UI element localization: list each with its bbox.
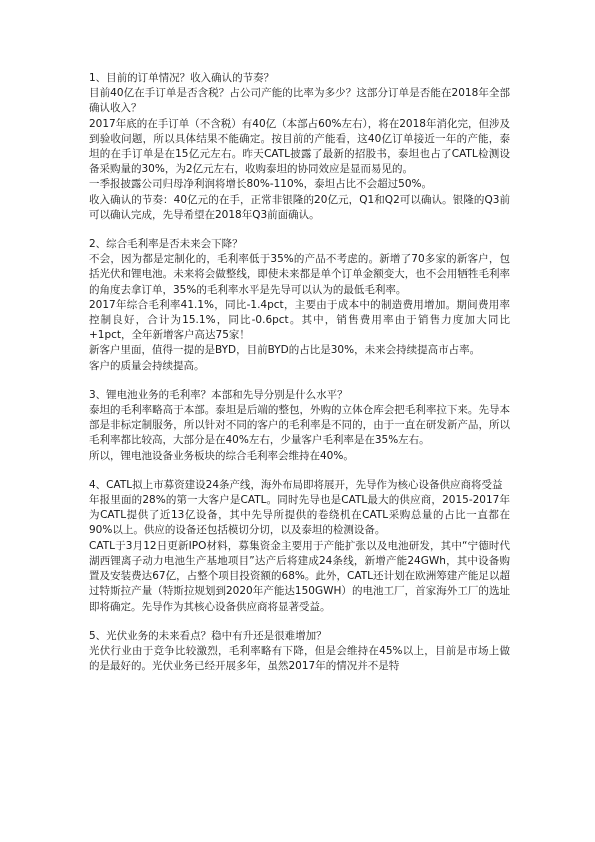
section-catl bbox=[89, 478, 510, 615]
paragraph: CATL于3月12日更新IPO材料，募集资金主要用于产能扩张以及电池研发，其中“宁德时代湖西锂离子动力电池生产基地项目”达产后将建成24条线，新增产能24GWh，其中设备购置及安装费达67亿，占整个项目投资额的68%。此外，CATL还计划在欧洲筹建产能足以超过特斯拉产量（特斯拉规划到2020年产能达150GWH）的电池工厂，首家海外工厂的选址即将确定。先导作为其核心设备供应商将显著受益。 bbox=[89, 539, 510, 613]
section-heading: 1、目前的订单情况？收入确认的节奏？ bbox=[89, 72, 275, 84]
document-body bbox=[89, 71, 510, 674]
paragraph: 收入确认的节奏：40亿元的在手，正常非银隆的20亿元，Q1和Q2可以确认。银隆的Q3前可以确认完成，先导希望在2018年Q3前面确认。 bbox=[89, 193, 510, 221]
paragraph: 2017年底的在手订单（不含税）有40亿（本部占60%左右），将在2018年消化完，但涉及到验收问题，所以具体结果不能确定。按目前的产能看，这40亿订单接近一年的产能，泰坦的在手订单是在15亿元左右。昨天CATL披露了最新的招股书，泰坦也占了CATL检测设备采购量的30%，为2亿元左右，收购泰坦的协同效应是显而易见的。 bbox=[89, 117, 510, 176]
section-heading: 3、锂电池业务的毛利率？本部和先导分别是什么水平？ bbox=[89, 388, 348, 401]
paragraph: 一季报披露公司归母净利润将增长80%-110%，泰坦占比不会超过50%。 bbox=[89, 178, 432, 191]
paragraph: 光伏行业由于竞争比较激烈，毛利率略有下降，但是会维持在45%以上，目前是市场上做的是最好的。光伏业务已经开展多年，虽然2017年的情况并不是特 bbox=[89, 644, 510, 673]
section-order-status bbox=[89, 71, 510, 223]
paragraph: 新客户里面，值得一提的是BYD，目前BYD的占比是30%，未来会持续提高市占率。 bbox=[89, 344, 481, 357]
paragraph: 不会，因为都是定制化的，毛利率低于35%的产品不考虑的。新增了70多家的新客户，包括光伏和锂电池。未来将会做整线，即使未来都是单个订单金额变大，也不会用牺牲毛利率的角度去拿订单，35%的毛利率水平是先导可以认为的最低毛利率。 bbox=[89, 253, 510, 296]
section-battery-margin bbox=[89, 388, 510, 464]
paragraph: 所以，锂电池设备业务板块的综合毛利率会维持在40%。 bbox=[89, 449, 354, 462]
paragraph: 年报里面的28%的第一大客户是CATL。同时先导也是CATL最大的供应商，2015-2017年为CATL提供了近13亿设备，其中先导所提供的卷绕机在CATL采购总量的占比一直都在90%以上。供应的设备还包括模切分切，以及泰坦的检测设备。 bbox=[89, 494, 510, 537]
paragraph: 泰坦的毛利率略高于本部。泰坦是后端的整包，外购的立体仓库会把毛利率拉下来。先导本部是非标定制服务，所以针对不同的客户的毛利率是不同的，由于一直在研发新产品，所以毛利率都比较高，大部分是在40%左右，少量客户毛利率是在35%左右。 bbox=[89, 404, 510, 447]
paragraph: 客户的质量会持续提高。 bbox=[89, 359, 205, 372]
section-heading: 5、光伏业务的未来看点？稳中有升还是很难增加？ bbox=[89, 629, 327, 642]
paragraph: 目前40亿在手订单是否含税？占公司产能的比率为多少？这部分订单是否能在2018年全部确认收入？ bbox=[89, 87, 510, 115]
paragraph: 2017年综合毛利率41.1%，同比-1.4pct，主要由于成本中的制造费用增加。期间费用率控制良好，合计为15.1%，同比-0.6pct。其中，销售费用率由于销售力度加大同比+1pct，全年新增客户高达75家！ bbox=[89, 298, 510, 342]
section-heading: 4、CATL拟上市募资建设24条产线，海外布局即将展开，先导作为核心设备供应商将受益 bbox=[89, 478, 503, 491]
section-photovoltaic bbox=[89, 629, 510, 675]
section-heading: 2、综合毛利率是否未来会下降？ bbox=[89, 238, 243, 251]
section-gross-margin bbox=[89, 237, 510, 374]
